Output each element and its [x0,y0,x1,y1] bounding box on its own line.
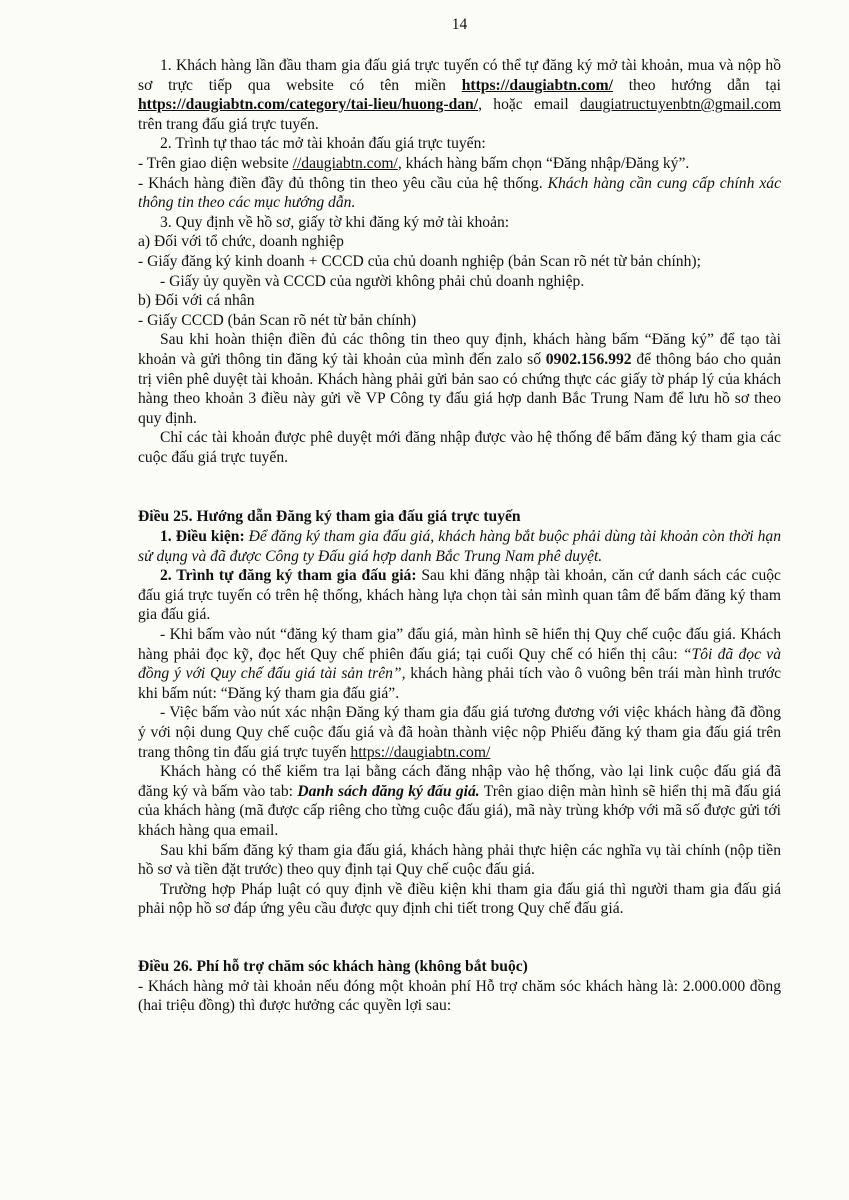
text: - Trên giao diện website [138,154,293,172]
tab-name: Danh sách đăng ký đấu giá. [297,782,480,800]
article-25-condition [138,527,781,566]
account-paragraph-5: Chỉ các tài khoản được phê duyệt mới đăng nhập được vào hệ thống để bấm đăng ký tham gia các cuộc đấu giá trực tuyến. [138,429,781,466]
page-number: 14 [451,16,468,33]
article-25-law: Trường hợp Pháp luật có quy định về điều kiện khi tham gia đấu giá thì người tham gia đấu giá phải nộp hồ sơ đáp ứng yêu cầu được quy định chi tiết trong Quy chế đấu giá. [138,880,781,918]
text: khách hàng phải tích vào ô vuông bên trái màn hình trước khi bấm nút: “Đăng ký tham gia đấu giá”. [138,665,781,702]
zalo-number: 0902.156.992 [545,350,632,368]
email-link[interactable]: daugiatructuyenbtn@gmail.com [580,96,781,114]
article-25-check [138,762,781,840]
account-step-3b-item-1: - Giấy CCCD (bản Scan rõ nét từ bản chính) [138,311,417,329]
account-step-2-title: 2. Trình tự thao tác mở tài khoản đấu giá trực tuyến: [160,135,486,153]
article-25-dash-2 [138,703,781,762]
text: - Khi bấm vào nút “đăng ký tham gia” đấu giá, màn hình sẽ hiển thị Quy chế cuộc đấu giá. Khách hàng phải đọc kỹ, đọc hết Quy chế phiên đấu giá; tại cuối Quy chế có hiển thị câu: [138,626,781,663]
text: - Khách hàng điền đầy đủ thông tin theo yêu cầu của hệ thống. [138,174,548,192]
account-paragraph-4 [138,330,781,428]
label: 2. Trình tự đăng ký tham gia đấu giá: [160,567,417,585]
text: Khách hàng có thể kiểm tra lại bằng cách đăng nhập vào hệ thống, vào lại link cuộc đấu giá đã đăng ký và bấm vào tab: [138,763,781,800]
guide-link[interactable]: https://daugiabtn.com/category/tai-lieu/huong-dan/ [138,96,479,114]
article-25-dash-1 [138,625,781,703]
website-link[interactable]: https://daugiabtn.com/ [350,743,491,761]
text: , khách hàng bấm chọn “Đăng nhập/Đăng ký”. [397,154,690,172]
account-step-2b [138,174,781,213]
text: Để đăng ký tham gia đấu giá, khách hàng bắt buộc phải dùng tài khoản còn thời hạn sử dụng và đã được Công ty Đấu giá hợp danh Bắc Trung Nam phê duyệt. [138,528,781,565]
article-25-heading: Điều 25. Hướng dẫn Đăng ký tham gia đấu giá trực tuyến [138,508,521,526]
label: 1. Điều kiện: [160,528,245,546]
domain-link[interactable]: https://daugiabtn.com/ [461,76,613,94]
account-step-3a-item-1: - Giấy đăng ký kinh doanh + CCCD của chủ doanh nghiệp (bản Scan rõ nét từ bản chính); [138,252,701,270]
text: , hoặc email [478,96,580,114]
text: Sau khi hoàn thiện điền đủ các thông tin theo quy định, khách hàng bấm “Đăng ký” để tạo tài khoản và gửi thông tin đăng ký tài khoản của mình đến zalo số [138,331,781,368]
text: - Việc bấm vào nút xác nhận Đăng ký tham gia đấu giá tương đương với việc khách hàng đã đồng ý với nội dung Quy chế cuộc đấu giá và đã hoàn thành việc nộp Phiếu đăng ký tham gia đấu giá trên trang thông tin đấu giá trực tuyến [138,704,781,761]
website-link[interactable]: //daugiabtn.com/ [292,154,398,172]
article-25-financial: Sau khi bấm đăng ký tham gia đấu giá, khách hàng phải thực hiện các nghĩa vụ tài chính (nộp tiền hồ sơ và tiền đặt trước) theo quy định tại Quy chế cuộc đấu giá. [138,841,781,879]
text: 1. Khách hàng lần đầu tham gia đấu giá trực tuyến có thể tự đăng ký mở tài khoản, mua và nộp hồ sơ trực tiếp qua website có tên miền [138,57,781,94]
text: Trên giao diện màn hình sẽ hiển thị mã đấu giá của khách hàng (mã được cấp riêng cho từng cuộc đấu giá), mã này trùng khớp với mã số được gửi tới khách hàng qua email. [138,782,782,839]
text: để thông báo cho quản trị viên phê duyệt tài khoản. Khách hàng phải gửi bản sao có chứng thực các giấy tờ pháp lý của khách hàng theo khoản 3 điều này gửi về VP Công ty đấu giá hợp danh Bắc Trung Nam để lưu hồ sơ theo quy định. [138,350,781,427]
article-26-paragraph-1: - Khách hàng mở tài khoản nếu đóng một khoản phí Hỗ trợ chăm sóc khách hàng là: 2.000.000 đồng (hai triệu đồng) thì được hưởng các quyền lợi sau: [138,977,781,1015]
account-paragraph-1 [138,56,781,134]
text: trên trang đấu giá trực tuyến. [138,115,319,133]
article-25-procedure [138,566,781,625]
account-step-3b: b) Đối với cá nhân [138,292,255,310]
text: Sau khi đăng nhập tài khoản, căn cứ danh sách các cuộc đấu giá trực tuyến có trên hệ thống, khách hàng lựa chọn tài sản mình quan tâm để bấm đăng ký tham gia đấu giá. [138,567,781,624]
italic-note: Khách hàng cần cung cấp chính xác thông tin theo các mục hướng dẫn. [138,174,781,212]
quote: “Tôi đã đọc và đồng ý với Quy chế đấu giá tài sản trên”, [138,645,781,683]
account-step-2a [138,154,781,174]
account-step-3a-item-2: - Giấy ủy quyền và CCCD của người không phải chủ doanh nghiệp. [160,272,585,290]
account-step-3-title: 3. Quy định về hồ sơ, giấy tờ khi đăng ký mở tài khoản: [160,213,510,231]
article-26-heading: Điều 26. Phí hỗ trợ chăm sóc khách hàng (không bắt buộc) [138,957,528,975]
text: theo hướng dẫn tại [612,76,781,94]
account-step-3a: a) Đối với tổ chức, doanh nghiệp [138,233,344,251]
